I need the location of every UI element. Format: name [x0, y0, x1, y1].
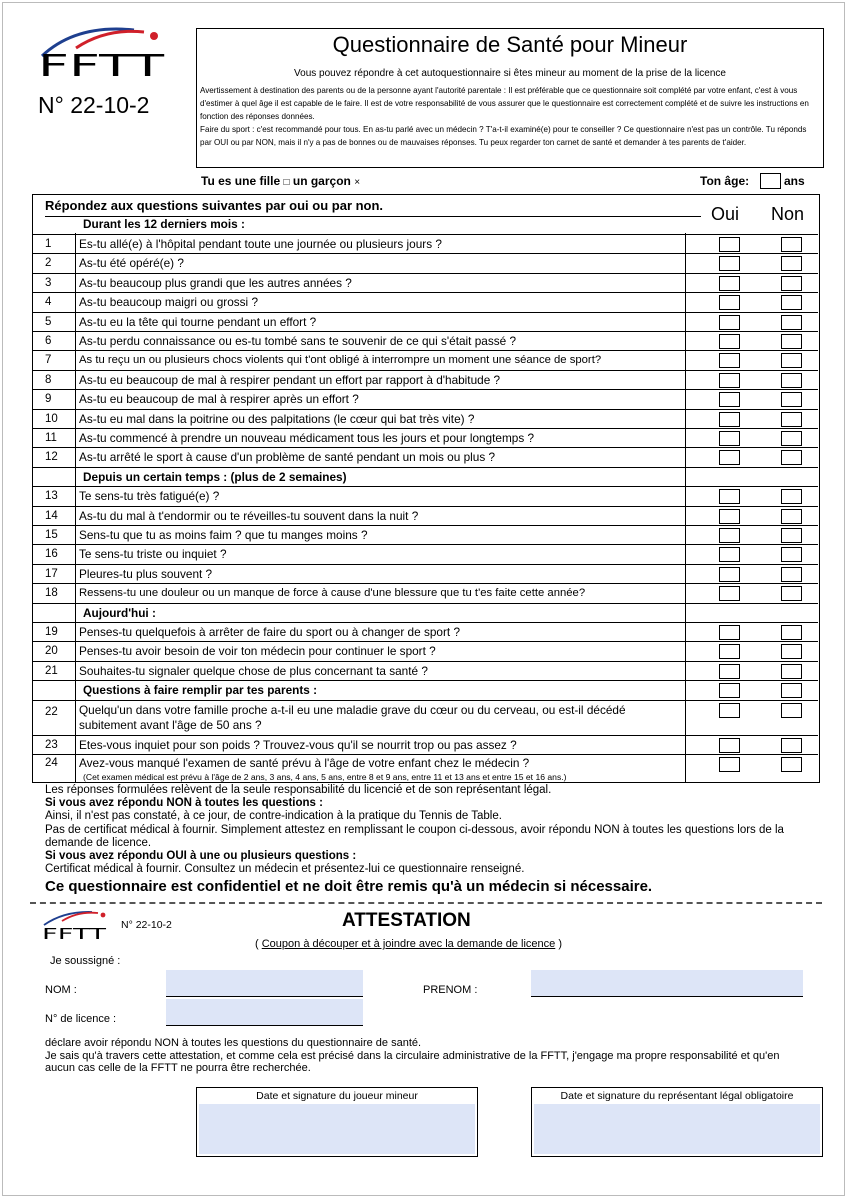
oui-checkbox[interactable] [719, 489, 740, 504]
signature-joueur-label: Date et signature du joueur mineur [197, 1090, 477, 1103]
question-text: Sens-tu que tu as moins faim ? que tu manges moins ? [79, 528, 368, 542]
question-text: Souhaites-tu signaler quelque chose de plus concernant ta santé ? [79, 663, 428, 678]
section-label: Aujourd'hui : [83, 605, 156, 620]
question-number: 15 [45, 529, 58, 541]
question-number: 16 [45, 548, 58, 561]
nom-field[interactable] [166, 970, 363, 997]
question-text: Etes-vous inquiet pour son poids ? Trouvez-vous qu'il se nourrit trop ou pas assez ? [79, 737, 517, 752]
oui-checkbox[interactable] [719, 256, 740, 271]
question-number: 14 [45, 509, 58, 522]
confidential-notice: Ce questionnaire est confidentiel et ne doit être remis qu'à un médecin si nécessaire. [45, 878, 653, 895]
question-text: As-tu perdu connaissance ou es-tu tombé sans te souvenir de ce qui s'était passé ? [79, 334, 517, 348]
oui-checkbox[interactable] [719, 703, 740, 718]
question-text: As-tu été opéré(e) ? [79, 256, 184, 271]
oui-checkbox[interactable] [719, 738, 740, 753]
oui-checkbox[interactable] [719, 334, 740, 349]
cut-line [30, 902, 822, 904]
question-number: 13 [45, 490, 58, 503]
question-text: As-tu du mal à t'endormir ou te réveilles-tu souvent dans la nuit ? [79, 508, 419, 523]
attestation-subtitle [255, 937, 562, 951]
form-number: N° 22-10-2 [38, 92, 150, 118]
question-text: As-tu beaucoup plus grandi que les autres années ? [79, 275, 352, 290]
table-row [33, 486, 818, 505]
table-row [33, 525, 818, 544]
non-checkbox[interactable] [781, 644, 802, 659]
question-text: As tu reçu un ou plusieurs chocs violents qui t'ont obligé à interrompre un moment une séance de sport? [79, 354, 602, 367]
je-soussigne-label: Je soussigné : [50, 955, 121, 967]
question-text: Avez-vous manqué l'examen de santé prévu à l'âge de votre enfant chez le médecin ? [79, 756, 530, 770]
column-header-non: Non [771, 204, 805, 224]
question-number: 24 [45, 757, 58, 769]
non-checkbox[interactable] [781, 373, 802, 388]
table-row [33, 253, 818, 272]
licence-label: N° de licence : [45, 1013, 117, 1025]
non-checkbox[interactable] [781, 392, 802, 407]
age-input[interactable] [760, 173, 781, 189]
prenom-field[interactable] [531, 970, 803, 997]
oui-checkbox[interactable] [719, 295, 740, 310]
question-text: Pleures-tu plus souvent ? [79, 566, 213, 581]
question-number: 2 [45, 257, 52, 270]
oui-checkbox[interactable] [719, 683, 740, 698]
logo-text: FFTT [38, 49, 166, 78]
table-instruction: Répondez aux questions suivantes par oui ou par non. [45, 198, 384, 213]
age-unit: ans [784, 174, 805, 188]
table-row [33, 273, 818, 292]
non-checkbox[interactable] [781, 450, 802, 465]
prenom-label: PRENOM : [423, 984, 478, 996]
question-text: As-tu eu beaucoup de mal à respirer pendant un effort par rapport à d'habitude ? [79, 372, 501, 387]
oui-line: Certificat médical à fournir. Consultez un médecin et présentez-lui ce questionnaire renseigné. [45, 863, 525, 876]
licence-field[interactable] [166, 999, 363, 1026]
question-text: Quelqu'un dans votre famille proche a-t-il eu une maladie grave du cœur ou du cerveau, ou est-il décédé subitement avant l'âge de 50 ans ? [79, 702, 626, 732]
oui-checkbox[interactable] [719, 412, 740, 427]
question-text: Te sens-tu très fatigué(e) ? [79, 489, 220, 504]
fftt-logo-small [40, 909, 110, 941]
table-row [33, 428, 818, 447]
non-checkbox[interactable] [781, 757, 802, 772]
instructions-block [45, 784, 805, 876]
notice-parents: Avertissement à destination des parents ou de la personne ayant l'autorité parentale : Il est préférable que ce questionnaire soit complété par votre enfant, c'est à vous d'estimer à quel âge il est capable de le faire. Il est de votre responsabilité de vous assurer que le questionnaire est correctement complété et de suivre les instructions en fonction des réponses données. [200, 86, 809, 121]
table-row [33, 234, 818, 253]
responsibility-note: Les réponses formulées relèvent de la seule responsabilité du licencié et de son représentant légal. [45, 784, 552, 796]
question-number: 22 [45, 705, 58, 718]
oui-checkbox[interactable] [719, 373, 740, 388]
table-row [33, 754, 818, 782]
section-label: Depuis un certain temps : (plus de 2 semaines) [83, 469, 347, 484]
table-row [33, 544, 818, 563]
sex-middle: un garçon [292, 174, 351, 188]
question-text: As-tu eu mal dans la poitrine ou des palpitations (le cœur qui bat très vite) ? [79, 411, 475, 426]
question-text: Te sens-tu triste ou inquiet ? [79, 547, 227, 562]
oui-checkbox[interactable] [719, 625, 740, 640]
question-number: 21 [45, 664, 58, 677]
age-label: Ton âge: [700, 174, 750, 188]
non-checkbox[interactable] [781, 237, 802, 252]
header-box [196, 28, 824, 168]
non-checkbox[interactable] [781, 509, 802, 524]
oui-checkbox[interactable] [719, 353, 740, 368]
question-text: As-tu beaucoup maigri ou grossi ? [79, 295, 259, 310]
section-label: Durant les 12 derniers mois : [83, 217, 245, 231]
oui-checkbox[interactable] [719, 528, 740, 543]
question-number: 23 [45, 738, 58, 751]
subtitle-text: Coupon à découper et à joindre avec la demande de licence [261, 938, 556, 950]
question-number: 3 [45, 276, 52, 289]
fille-checkbox[interactable]: □ [283, 177, 290, 188]
non-checkbox[interactable] [781, 625, 802, 640]
non-checkbox[interactable] [781, 412, 802, 427]
notice-sport: Faire du sport : c'est recommandé pour tous. En as-tu parlé avec un médecin ? T'a-t-il examiné(e) pour te conseiller ? Ce questionnaire n'est pas un contrôle. Tu réponds par OUI ou par NON, mais il n'y a pas de bonnes ou de mauvaises réponses. Tu peux regarder ton carnet de santé et demander à tes parents de t'aider. [200, 125, 807, 147]
attestation-number: N° 22-10-2 [121, 919, 172, 931]
table-row [33, 735, 818, 754]
signature-representant-field[interactable] [534, 1104, 820, 1154]
question-number: 17 [45, 567, 58, 580]
question-number: 4 [45, 296, 52, 309]
question-number: 1 [45, 238, 52, 250]
oui-checkbox[interactable] [719, 547, 740, 562]
non-checkbox[interactable] [781, 489, 802, 504]
question-number: 12 [45, 451, 58, 464]
oui-checkbox[interactable] [719, 509, 740, 524]
non-checkbox[interactable] [781, 586, 802, 601]
table-row [33, 661, 818, 680]
non-checkbox[interactable] [781, 547, 802, 562]
non-line-2: Pas de certificat médical à fournir. Simplement attestez en remplissant le coupon ci-dessous, avoir répondu NON à toutes les questions lors de la demande de licence. [45, 823, 784, 849]
page-subtitle: Vous pouvez répondre à cet autoquestionnaire si êtes mineur au moment de la prise de la licence [294, 68, 726, 79]
non-checkbox[interactable] [781, 276, 802, 291]
oui-checkbox[interactable] [719, 664, 740, 679]
oui-checkbox[interactable] [719, 276, 740, 291]
question-number: 19 [45, 626, 58, 638]
table-row [33, 312, 818, 331]
non-checkbox[interactable] [781, 664, 802, 679]
fftt-logo [36, 26, 166, 78]
non-checkbox[interactable] [781, 334, 802, 349]
non-checkbox[interactable] [781, 431, 802, 446]
table-row [33, 506, 818, 525]
non-checkbox[interactable] [781, 683, 802, 698]
non-checkbox[interactable] [781, 703, 802, 718]
table-row [33, 389, 818, 408]
question-text: Es-tu allé(e) à l'hôpital pendant toute une journée ou plusieurs jours ? [79, 237, 442, 251]
attestation-declaration [45, 1037, 805, 1075]
table-row [33, 447, 818, 466]
oui-heading: Si vous avez répondu OUI à une ou plusieurs questions : [45, 850, 357, 863]
garcon-checkbox[interactable]: × [354, 177, 361, 188]
signature-joueur-box[interactable] [196, 1087, 478, 1157]
question-number: 5 [45, 315, 52, 328]
column-header-oui: Oui [711, 204, 740, 224]
question-number: 10 [45, 412, 58, 425]
attestation-title: ATTESTATION [342, 910, 471, 931]
section-header [33, 603, 818, 622]
question-note: (Cet examen médical est prévu à l'âge de 2 ans, 3 ans, 4 ans, 5 ans, entre 8 et 9 ans, entre 11 et 13 ans et entre 15 et 16 ans.) [83, 772, 567, 782]
table-row [33, 350, 818, 369]
table-row [33, 583, 818, 602]
signature-joueur-field[interactable] [199, 1104, 475, 1154]
non-heading: Si vous avez répondu NON à toutes les questions : [45, 797, 323, 810]
table-row [33, 564, 818, 583]
table-row [33, 622, 818, 641]
non-checkbox[interactable] [781, 256, 802, 271]
section-label: Questions à faire remplir par tes parents : [83, 683, 318, 698]
question-number: 18 [45, 587, 58, 600]
table-row [33, 370, 818, 389]
question-number: 9 [45, 393, 52, 406]
header-notice [200, 84, 812, 149]
page-title: Questionnaire de Santé pour Mineur [332, 32, 688, 57]
question-number: 6 [45, 335, 52, 347]
section-header [33, 467, 818, 486]
oui-checkbox[interactable] [719, 431, 740, 446]
oui-checkbox[interactable] [719, 644, 740, 659]
non-checkbox[interactable] [781, 295, 802, 310]
question-text: Penses-tu quelquefois à arrêter de faire du sport ou à changer de sport ? [79, 625, 461, 639]
question-number: 8 [45, 373, 52, 386]
section-header [33, 215, 818, 234]
oui-checkbox[interactable] [719, 567, 740, 582]
non-checkbox[interactable] [781, 315, 802, 330]
table-row [33, 331, 818, 350]
question-text: As-tu eu la tête qui tourne pendant un effort ? [79, 314, 317, 329]
oui-checkbox[interactable] [719, 586, 740, 601]
question-text: As-tu eu beaucoup de mal à respirer après un effort ? [79, 392, 359, 407]
question-number: 11 [45, 432, 57, 444]
non-checkbox[interactable] [781, 738, 802, 753]
table-row [33, 700, 818, 735]
question-text: As-tu arrêté le sport à cause d'un problème de santé pendant un mois ou plus ? [79, 450, 496, 465]
question-table [32, 194, 820, 783]
sex-prefix: Tu es une fille [201, 174, 281, 188]
subtitle-close: ) [555, 938, 563, 950]
question-text: Penses-tu avoir besoin de voir ton médecin pour continuer le sport ? [79, 644, 436, 659]
declare-text: déclare avoir répondu NON à toutes les questions du questionnaire de santé. [45, 1037, 422, 1049]
oui-checkbox[interactable] [719, 450, 740, 465]
nom-label: NOM : [45, 984, 77, 996]
section-header [33, 680, 818, 699]
signature-representant-label: Date et signature du représentant légal obligatoire [532, 1090, 822, 1103]
subtitle-open: ( [255, 938, 262, 950]
non-checkbox[interactable] [781, 353, 802, 368]
question-number: 20 [45, 645, 58, 658]
sex-selector [201, 173, 360, 191]
table-row [33, 641, 818, 660]
oui-checkbox[interactable] [719, 392, 740, 407]
engage-text: Je sais qu'à travers cette attestation, et comme cela est précisé dans la circulaire administrative de la FFTT, j'engage ma propre responsabilité et qu'en aucun cas celle de la FFTT ne pourra être recherchée. [45, 1049, 780, 1074]
oui-checkbox[interactable] [719, 757, 740, 772]
table-row [33, 409, 818, 428]
logo-text-small: FFTT [42, 925, 108, 941]
non-checkbox[interactable] [781, 528, 802, 543]
non-line-1: Ainsi, il n'est pas constaté, à ce jour, de contre-indication à la pratique du Tennis de Table. [45, 810, 502, 823]
non-checkbox[interactable] [781, 567, 802, 582]
question-text: As-tu commencé à prendre un nouveau médicament tous les jours et pour longtemps ? [79, 431, 535, 445]
question-number: 7 [45, 354, 52, 367]
oui-checkbox[interactable] [719, 315, 740, 330]
signature-representant-box[interactable] [531, 1087, 823, 1157]
table-row [33, 292, 818, 311]
question-text: Ressens-tu une douleur ou un manque de force à cause d'une blessure que tu t'es faite cette année? [79, 587, 586, 600]
oui-checkbox[interactable] [719, 237, 740, 252]
